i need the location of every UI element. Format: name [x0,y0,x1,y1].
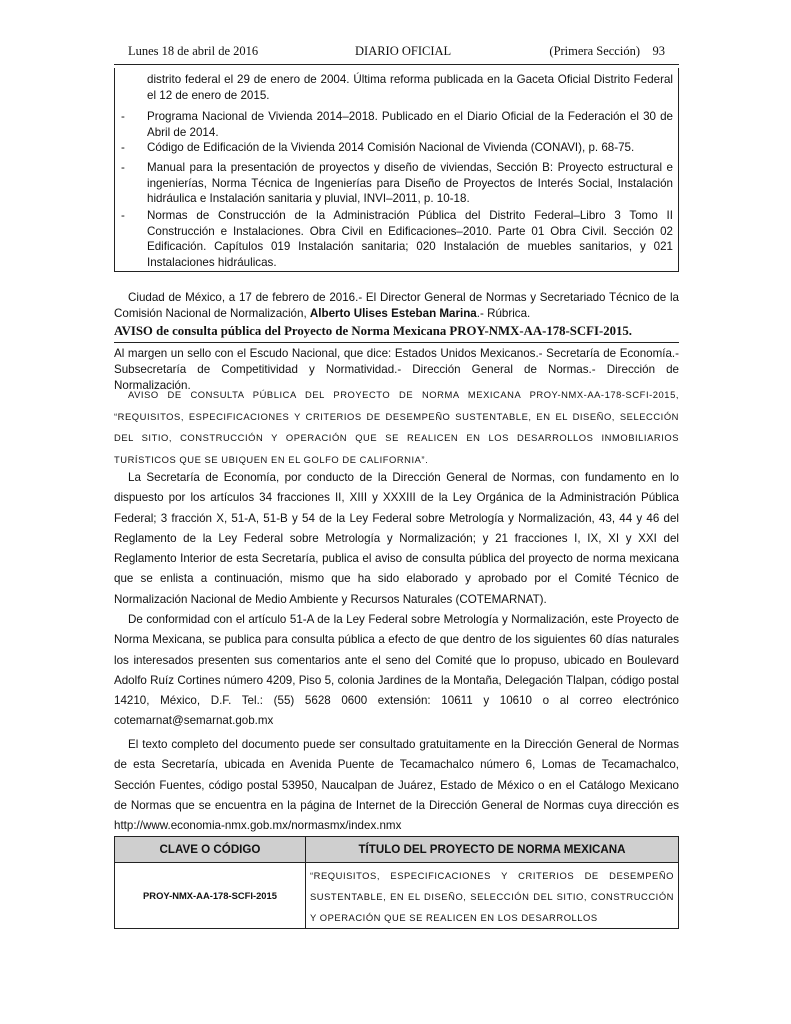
header-section-page [549,44,665,59]
reference-text: Normas de Construcción de la Administración Pública del Distrito Federal–Libro 3 Tomo II Construcción e Instalaciones. Obra Civil en Edificaciones–2010. Parte 01 Obra Civil. Sección 02 Edificación. Capítulos 019 Instalación sanitaria; 020 Instalación de muebles sanitarios, y 021 Instalaciones hidráulicas. [147,209,673,269]
body-paragraph-1 [114,468,679,610]
references-box [114,68,679,272]
margin-note: Al margen un sello con el Escudo Nacional, que dice: Estados Unidos Mexicanos.- Secretaría de Economía.- Subsecretaría de Competitividad y Normatividad.- Dirección General de Normas.- Dirección de Normalización. [114,347,679,392]
bullet-dash: - [121,209,125,222]
header-date: Lunes 18 de abril de 2016 [128,44,259,58]
aviso-title: AVISO de consulta pública del Proyecto de Norma Mexicana PROY-NMX-AA-178-SCFI-2015. [114,324,633,338]
body-paragraph-3 [114,735,679,836]
reference-text: Programa Nacional de Vivienda 2014–2018. Publicado en el Diario Oficial de la Federación el 30 de Abril de 2014. [147,110,673,139]
bullet-dash: - [121,110,125,123]
body-paragraph-2 [114,610,679,732]
signature-paragraph [114,290,679,322]
signature-suffix: .- Rúbrica. [476,307,531,320]
reference-text: distrito federal el 29 de enero de 2004. Última reforma publicada en la Gaceta Oficial Distrito Federal el 12 de enero de 2015. [147,73,673,102]
column-header-title: TÍTULO DEL PROYECTO DE NORMA MEXICANA [306,837,679,863]
header-rule [114,64,679,65]
norm-table [114,836,679,929]
paragraph-text: El texto completo del documento puede ser consultado gratuitamente en la Dirección General de Normas de esta Secretaría, ubicada en Avenida Puente de Tecamachalco número 6, Lomas de Tecamachalco, Sección Fuentes, código postal 53950, Naucalpan de Juárez, Estado de México o en el Catálogo Mexicano de Normas que se encuentra en la página de Internet de la Dirección General de Normas cuya dirección es http://www.economia-nmx.gob.mx/normasmx/index.nmx [114,738,679,833]
caps-heading-text: AVISO DE CONSULTA PÚBLICA DEL PROYECTO DE NORMA MEXICANA PROY-NMX-AA-178-SCFI-2015, “REQUISITOS, ESPECIFICACIONES Y CRITERIOS DE DESEMPEÑO SUSTENTABLE, EN EL DISEÑO, SELECCIÓN DEL SITIO, CONSTRUCCIÓN Y OPERACIÓN QUE SE REALICEN EN LOS DESARROLLOS INMOBILIARIOS TURÍSTICOS QUE SE UBIQUEN EN EL GOLFO DE CALIFORNIA”. [114,389,679,465]
paragraph-text: La Secretaría de Economía, por conducto de la Dirección General de Normas, con fundamento en lo dispuesto por los artículos 34 fracciones II, XIII y XXXIII de la Ley Orgánica de la Administración Pública Federal; 3 fracción X, 51-A, 51-B y 54 de la Ley Federal sobre Metrología y Normalización, 43, 44 y 46 del Reglamento de la Ley Federal sobre Metrología y Normalización; y 21 fracciones I, IX, XI y XXI del Reglamento Interior de esta Secretaría, publica el aviso de consulta pública del proyecto de norma mexicana que se enlista a continuación, mismo que ha sido elaborado y aprobado por el Comité Técnico de Normalización Nacional de Medio Ambiente y Recursos Naturales (COTEMARNAT). [114,471,679,606]
reference-text: Código de Edificación de la Vivienda 2014 Comisión Nacional de Vivienda (CONAVI), p. 68-75. [147,141,635,154]
signature-text: Ciudad de México, a 17 de febrero de 2016.- El Director General de Normas y Secretariado Técnico de la Comisión Nacional de Normalización, [114,291,679,320]
header-section: (Primera Sección) [549,44,640,58]
header-publication: DIARIO OFICIAL [355,44,452,58]
table-header-row [115,837,679,863]
signer-name: Alberto Ulises Esteban Marina [309,307,477,320]
aviso-rule [114,342,679,343]
reference-text: Manual para la presentación de proyectos y diseño de viviendas, Sección B: Proyecto estructural e ingenierías, Norma Técnica de Ingenierías para Diseño de Proyectos de Interés Social, Instalación hidráulica e Instalación sanitaria y pluvial, INVI–2011, p. 10-18. [147,161,673,205]
caps-heading [114,384,679,470]
norm-code-cell: PROY-NMX-AA-178-SCFI-2015 [115,863,306,929]
table-row [115,863,679,929]
header-page-number: 93 [652,44,665,58]
column-header-code: CLAVE O CÓDIGO [115,837,306,863]
running-header [128,44,665,62]
bullet-dash: - [121,141,125,154]
norm-title-cell: “REQUISITOS, ESPECIFICACIONES Y CRITERIOS DE DESEMPEÑO SUSTENTABLE, EN EL DISEÑO, SELECCIÓN DEL SITIO, CONSTRUCCIÓN Y OPERACIÓN QUE SE REALICEN EN LOS DESARROLLOS [306,863,679,929]
paragraph-text: De conformidad con el artículo 51-A de la Ley Federal sobre Metrología y Normalización, este Proyecto de Norma Mexicana, se publica para consulta pública a efecto de que dentro de los siguientes 60 días naturales los interesados presenten sus comentarios ante el seno del Comité que lo propuso, ubicado en Boulevard Adolfo Ruíz Cortines número 4209, Piso 5, colonia Jardines de la Montaña, Delegación Tlalpan, código postal 14210, México, D.F. Tel.: (55) 5628 0600 extensión: 10611 y 10610 o al correo electrónico cotemarnat@semarnat.gob.mx [114,613,679,728]
bullet-dash: - [121,161,125,174]
